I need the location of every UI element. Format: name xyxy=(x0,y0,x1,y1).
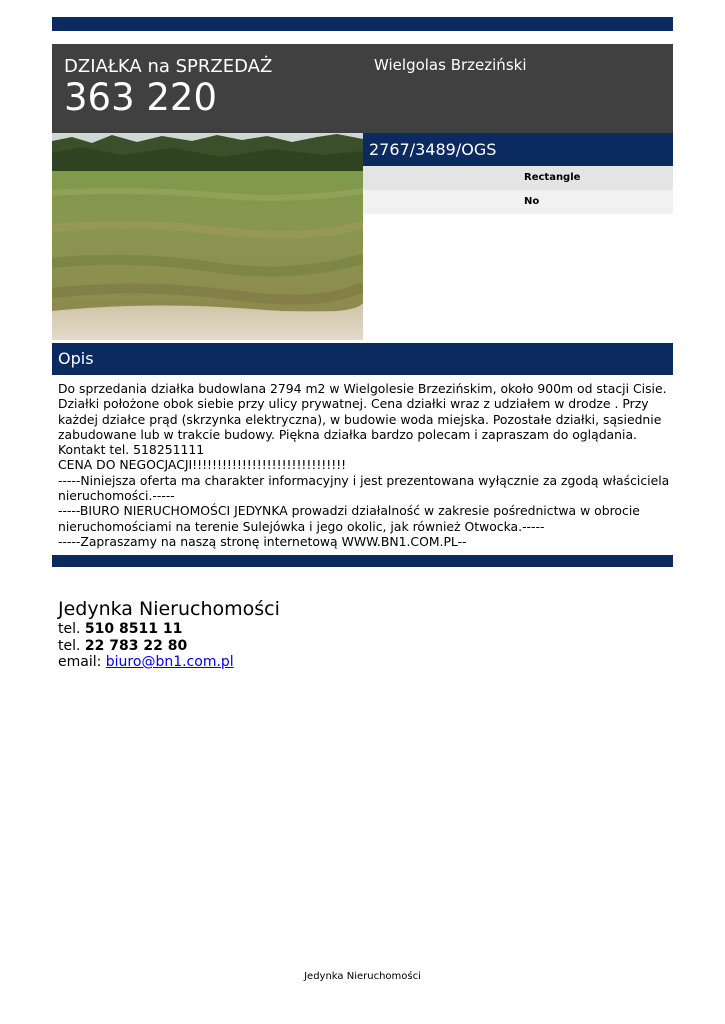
email-row xyxy=(58,654,234,670)
tel-label: tel. xyxy=(58,638,81,654)
description-line: nieruchomościami na terenie Sulejówka i jego okolic, jak również Otwocka.----- xyxy=(58,518,545,534)
top-bar xyxy=(52,17,673,31)
description-line: -----Zapraszamy na naszą stronę internetową WWW.BN1.COM.PL-- xyxy=(58,533,467,549)
listing-header xyxy=(52,44,673,133)
listing-location: Wielgolas Brzeziński xyxy=(374,56,527,74)
description-line: nieruchomości.----- xyxy=(58,488,175,504)
tel-label: tel. xyxy=(58,621,81,637)
description-line: Do sprzedania działka budowlana 2794 m2 w Wielgolesie Brzezińskim, około 900m od stacji Cisie. xyxy=(58,381,667,396)
description-line: -----Niniejsza oferta ma charakter informacyjny i jest prezentowana wyłącznie za zgodą właściciela xyxy=(58,472,670,488)
listing-price: 363 220 xyxy=(64,76,218,119)
page-footer: Jedynka Nieruchomości xyxy=(304,971,421,982)
param-row-option: No xyxy=(363,190,673,214)
property-photo xyxy=(52,133,363,340)
phone-2-number: 22 783 22 80 xyxy=(84,638,188,654)
agency-name: Jedynka Nieruchomości xyxy=(58,598,280,620)
description-line: każdej działce prąd (skrzynka elektryczna), w budowie woda miejska. Pozostałe działki, sąsiednie xyxy=(58,411,662,427)
offer-reference: 2767/3489/OGS xyxy=(363,133,673,166)
email-label: email: xyxy=(58,654,102,670)
phone-1-number: 510 8511 11 xyxy=(84,621,183,637)
description-line: Kontakt tel. 518251111 xyxy=(58,442,205,458)
description-line: Działki położone obok siebie przy ulicy prywatnej. Cena działki wraz z udziałem w drodze . Przy xyxy=(58,396,649,412)
description-text xyxy=(58,381,670,549)
listing-type: DZIAŁKA na SPRZEDAŻ xyxy=(64,56,273,77)
param-row-shape: Rectangle xyxy=(363,166,673,190)
bottom-bar xyxy=(52,555,673,567)
description-line: -----BIURO NIERUCHOMOŚCI JEDYNKA prowadzi działalność w zakresie pośrednictwa w obrocie xyxy=(58,503,640,519)
phone-2 xyxy=(58,638,187,654)
description-line: zabudowane lub w trakcie budowy. Piękna działka bardzo polecam i zapraszam do oglądania. xyxy=(58,426,637,442)
email-link[interactable]: biuro@bn1.com.pl xyxy=(105,654,234,670)
description-heading: Opis xyxy=(52,343,673,375)
description-line: CENA DO NEGOCJACJI!!!!!!!!!!!!!!!!!!!!!!!!!!!!!!! xyxy=(58,457,347,473)
phone-1 xyxy=(58,621,182,637)
